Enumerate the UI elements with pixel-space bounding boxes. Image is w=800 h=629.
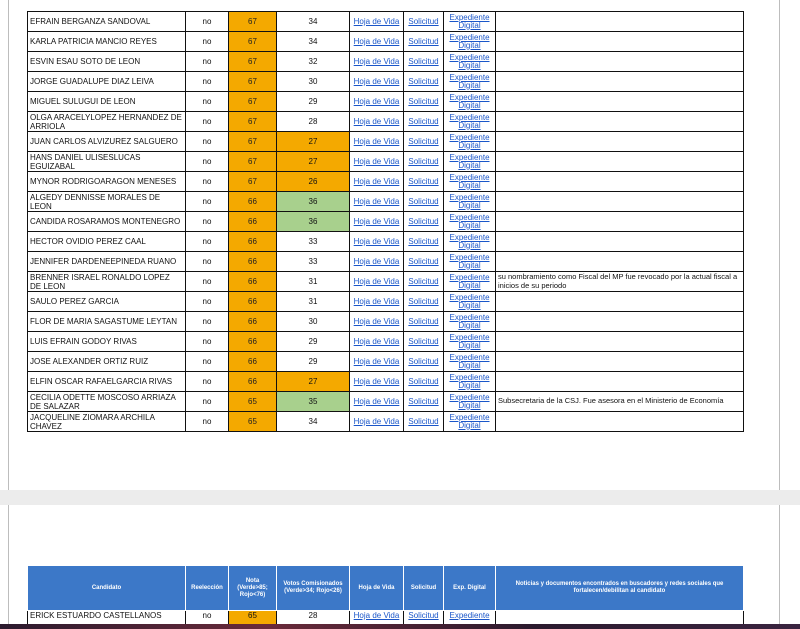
news-cell — [496, 372, 744, 392]
votes-cell: 29 — [277, 332, 350, 352]
cv-link-cell[interactable] — [350, 72, 404, 92]
grade-cell: 66 — [229, 312, 277, 332]
votes-cell: 29 — [277, 352, 350, 372]
cv-link[interactable]: Hoja de Vida — [353, 337, 400, 346]
cv-link[interactable]: Hoja de Vida — [353, 397, 400, 406]
file-link-cell[interactable] — [444, 192, 496, 212]
cv-link-cell[interactable] — [350, 192, 404, 212]
file-link-cell[interactable] — [444, 272, 496, 292]
votes-cell: 26 — [277, 172, 350, 192]
grade-cell: 66 — [229, 212, 277, 232]
table-row — [28, 292, 744, 312]
votes-cell: 28 — [277, 611, 350, 626]
file-link[interactable]: Expediente Digital — [449, 92, 490, 110]
request-link[interactable]: Solicitud — [408, 77, 439, 86]
reelection-cell: no — [186, 132, 229, 152]
news-cell — [496, 292, 744, 312]
reelection-cell: no — [186, 72, 229, 92]
reelection-cell: no — [186, 172, 229, 192]
request-link[interactable]: Solicitud — [408, 611, 439, 620]
votes-cell: 27 — [277, 372, 350, 392]
cv-link[interactable]: Hoja de Vida — [353, 357, 400, 366]
cv-link[interactable]: Hoja de Vida — [353, 217, 400, 226]
request-link[interactable]: Solicitud — [408, 197, 439, 206]
candidate-name: ESVIN ESAU SOTO DE LEON — [28, 52, 186, 72]
page-border-right — [779, 505, 780, 629]
cv-link[interactable]: Hoja de Vida — [353, 117, 400, 126]
request-link[interactable]: Solicitud — [408, 257, 439, 266]
candidate-name: OLGA ARACELYLOPEZ HERNANDEZ DE ARRIOLA — [28, 112, 186, 132]
cv-link-cell[interactable] — [350, 392, 404, 412]
grade-cell: 67 — [229, 92, 277, 112]
cv-link[interactable]: Hoja de Vida — [353, 377, 400, 386]
grade-cell: 67 — [229, 152, 277, 172]
request-link-cell[interactable] — [404, 372, 444, 392]
cv-link-cell[interactable] — [350, 112, 404, 132]
header-reelection: Reelección — [186, 566, 229, 611]
candidate-name: HECTOR OVIDIO PEREZ CAAL — [28, 232, 186, 252]
news-cell — [496, 192, 744, 212]
grade-cell: 66 — [229, 372, 277, 392]
file-link[interactable]: Expediente Digital — [449, 392, 490, 410]
votes-cell: 32 — [277, 52, 350, 72]
votes-cell: 36 — [277, 212, 350, 232]
reelection-cell: no — [186, 332, 229, 352]
header-cv: Hoja de Vida — [350, 566, 404, 611]
header-news: Noticias y documentos encontrados en buscadores y redes sociales que fortalecen/debilitan al candidato — [496, 566, 744, 611]
table-header-row — [28, 566, 744, 611]
candidate-name: HANS DANIEL ULISESLUCAS EGUIZABAL — [28, 152, 186, 172]
request-link[interactable]: Solicitud — [408, 237, 439, 246]
request-link[interactable]: Solicitud — [408, 217, 439, 226]
cv-link[interactable]: Hoja de Vida — [353, 137, 400, 146]
candidate-name: MIGUEL SULUGUI DE LEON — [28, 92, 186, 112]
request-link-cell[interactable] — [404, 292, 444, 312]
reelection-cell: no — [186, 292, 229, 312]
grade-cell: 66 — [229, 332, 277, 352]
request-link-cell[interactable] — [404, 132, 444, 152]
cv-link-cell[interactable] — [350, 52, 404, 72]
file-link-cell[interactable] — [444, 132, 496, 152]
table-row — [28, 352, 744, 372]
file-link-cell[interactable] — [444, 92, 496, 112]
cv-link-cell[interactable] — [350, 412, 404, 432]
reelection-cell: no — [186, 12, 229, 32]
file-link[interactable]: Expediente Digital — [449, 192, 490, 210]
news-cell — [496, 252, 744, 272]
candidate-name: CANDIDA ROSARAMOS MONTENEGRO — [28, 212, 186, 232]
candidate-name: JORGE GUADALUPE DIAZ LEIVA — [28, 72, 186, 92]
grade-cell: 67 — [229, 72, 277, 92]
reelection-cell: no — [186, 412, 229, 432]
votes-cell: 36 — [277, 192, 350, 212]
candidate-name: SAULO PEREZ GARCIA — [28, 292, 186, 312]
page-border-right — [779, 0, 780, 490]
request-link-cell[interactable] — [404, 312, 444, 332]
grade-cell: 67 — [229, 112, 277, 132]
file-link-cell[interactable] — [444, 12, 496, 32]
table-row — [28, 52, 744, 72]
file-link[interactable]: Expediente Digital — [449, 332, 490, 350]
cv-link-cell[interactable] — [350, 272, 404, 292]
candidate-name: ALGEDY DENNISSE MORALES DE LEON — [28, 192, 186, 212]
grade-cell: 66 — [229, 232, 277, 252]
votes-cell: 29 — [277, 92, 350, 112]
cv-link[interactable]: Hoja de Vida — [353, 177, 400, 186]
cv-link-cell[interactable] — [350, 12, 404, 32]
header-grade: Nota (Verde>85; Rojo<76) — [229, 566, 277, 611]
news-cell — [496, 52, 744, 72]
file-link-cell[interactable] — [444, 332, 496, 352]
news-cell — [496, 312, 744, 332]
request-link[interactable]: Solicitud — [408, 97, 439, 106]
file-link[interactable]: Expediente Digital — [449, 312, 490, 330]
candidate-name: JENNIFER DARDENEEPINEDA RUANO — [28, 252, 186, 272]
news-cell: su nombramiento como Fiscal del MP fue revocado por la actual fiscal a inicios de su periodo — [496, 272, 744, 292]
reelection-cell: no — [186, 232, 229, 252]
page2-table — [27, 565, 744, 626]
file-link[interactable]: Expediente Digital — [449, 52, 490, 70]
candidate-name: CECILIA ODETTE MOSCOSO ARRIAZA DE SALAZAR — [28, 392, 186, 412]
news-cell — [496, 212, 744, 232]
cv-link-cell[interactable] — [350, 132, 404, 152]
votes-cell: 27 — [277, 132, 350, 152]
reelection-cell: no — [186, 611, 229, 626]
votes-cell: 34 — [277, 12, 350, 32]
request-link[interactable]: Solicitud — [408, 177, 439, 186]
grade-cell: 66 — [229, 352, 277, 372]
file-link[interactable]: Expediente Digital — [449, 132, 490, 150]
table-row — [28, 132, 744, 152]
grade-cell: 67 — [229, 172, 277, 192]
file-link[interactable]: Expediente Digital — [449, 152, 490, 170]
table-row — [28, 232, 744, 252]
reelection-cell: no — [186, 212, 229, 232]
request-link[interactable]: Solicitud — [408, 337, 439, 346]
votes-cell: 35 — [277, 392, 350, 412]
header-file: Exp. Digital — [444, 566, 496, 611]
request-link[interactable]: Solicitud — [408, 397, 439, 406]
header-votes: Votos Comisionados (Verde>34; Rojo<26) — [277, 566, 350, 611]
file-link[interactable]: Expediente Digital — [449, 112, 490, 130]
cv-link-cell[interactable] — [350, 372, 404, 392]
table-row — [28, 332, 744, 352]
file-link[interactable]: Expediente Digital — [449, 412, 490, 430]
votes-cell: 31 — [277, 272, 350, 292]
news-cell — [496, 32, 744, 52]
grade-cell: 65 — [229, 392, 277, 412]
file-link[interactable]: Expediente Digital — [449, 212, 490, 230]
cv-link-cell[interactable] — [350, 312, 404, 332]
table-row — [28, 252, 744, 272]
request-link-cell[interactable] — [404, 412, 444, 432]
reelection-cell: no — [186, 152, 229, 172]
file-link-cell[interactable] — [444, 52, 496, 72]
candidate-name: JOSE ALEXANDER ORTIZ RUIZ — [28, 352, 186, 372]
table-row — [28, 172, 744, 192]
request-link-cell[interactable] — [404, 172, 444, 192]
grade-cell: 65 — [229, 611, 277, 626]
votes-cell: 34 — [277, 412, 350, 432]
news-cell — [496, 112, 744, 132]
file-link[interactable]: Expediente Digital — [449, 372, 490, 390]
request-link-cell[interactable] — [404, 32, 444, 52]
table-row — [28, 112, 744, 132]
request-link[interactable]: Solicitud — [408, 137, 439, 146]
request-link-cell[interactable] — [404, 392, 444, 412]
request-link[interactable]: Solicitud — [408, 277, 439, 286]
file-link-cell[interactable] — [444, 172, 496, 192]
file-link-cell[interactable] — [444, 152, 496, 172]
cv-link[interactable]: Hoja de Vida — [353, 277, 400, 286]
window-bottom-edge — [0, 624, 800, 629]
cv-link[interactable]: Hoja de Vida — [353, 57, 400, 66]
votes-cell: 27 — [277, 152, 350, 172]
cv-link-cell[interactable] — [350, 352, 404, 372]
table-row — [28, 372, 744, 392]
cv-link[interactable]: Hoja de Vida — [353, 317, 400, 326]
cv-link-cell[interactable] — [350, 212, 404, 232]
request-link-cell[interactable] — [404, 352, 444, 372]
table-row — [28, 12, 744, 32]
request-link[interactable]: Solicitud — [408, 317, 439, 326]
reelection-cell: no — [186, 32, 229, 52]
candidates-table-body — [28, 12, 744, 432]
file-link-cell[interactable] — [444, 252, 496, 272]
candidate-name: KARLA PATRICIA MANCIO REYES — [28, 32, 186, 52]
table-row — [28, 212, 744, 232]
votes-cell: 33 — [277, 252, 350, 272]
table-row — [28, 152, 744, 172]
candidate-name: BRENNER ISRAEL RONALDO LOPEZ DE LEON — [28, 272, 186, 292]
header-request: Solicitud — [404, 566, 444, 611]
cv-link[interactable]: Hoja de Vida — [353, 157, 400, 166]
news-cell — [496, 72, 744, 92]
file-link[interactable]: Expediente Digital — [449, 292, 490, 310]
file-link[interactable]: Expediente Digital — [449, 232, 490, 250]
file-link[interactable]: Expediente Digital — [449, 72, 490, 90]
news-cell — [496, 172, 744, 192]
request-link[interactable]: Solicitud — [408, 157, 439, 166]
news-cell — [496, 12, 744, 32]
news-cell — [496, 352, 744, 372]
table-row — [28, 192, 744, 212]
cv-link[interactable]: Hoja de Vida — [353, 257, 400, 266]
cv-link[interactable]: Hoja de Vida — [353, 611, 400, 620]
grade-cell: 66 — [229, 252, 277, 272]
cv-link-cell[interactable] — [350, 152, 404, 172]
request-link[interactable]: Solicitud — [408, 117, 439, 126]
table-row — [28, 412, 744, 432]
request-link-cell[interactable] — [404, 52, 444, 72]
table-row — [28, 32, 744, 52]
candidate-name: JACQUELINE ZIOMARA ARCHILA CHAVEZ — [28, 412, 186, 432]
file-link[interactable]: Expediente Digital — [449, 12, 490, 30]
request-link-cell[interactable] — [404, 232, 444, 252]
news-cell — [496, 132, 744, 152]
cv-link-cell[interactable] — [350, 332, 404, 352]
votes-cell: 34 — [277, 32, 350, 52]
candidate-name: JUAN CARLOS ALVIZUREZ SALGUERO — [28, 132, 186, 152]
votes-cell: 31 — [277, 292, 350, 312]
request-link[interactable]: Solicitud — [408, 417, 439, 426]
file-link-cell[interactable] — [444, 312, 496, 332]
cv-link[interactable]: Hoja de Vida — [353, 237, 400, 246]
table-row — [28, 272, 744, 292]
cv-link-cell[interactable] — [350, 292, 404, 312]
cv-link-cell[interactable] — [350, 252, 404, 272]
grade-cell: 67 — [229, 52, 277, 72]
candidate-name: ERICK ESTUARDO CASTELLANOS — [28, 611, 186, 626]
cv-link[interactable]: Hoja de Vida — [353, 17, 400, 26]
table-row — [28, 72, 744, 92]
votes-cell: 30 — [277, 312, 350, 332]
cv-link-cell[interactable] — [350, 32, 404, 52]
grade-cell: 67 — [229, 32, 277, 52]
news-cell — [496, 232, 744, 252]
file-link[interactable]: Expediente Digital — [449, 32, 490, 50]
reelection-cell: no — [186, 52, 229, 72]
votes-cell: 28 — [277, 112, 350, 132]
reelection-cell: no — [186, 372, 229, 392]
request-link-cell[interactable] — [404, 192, 444, 212]
page-border-left — [8, 505, 9, 629]
file-link-cell[interactable] — [444, 232, 496, 252]
candidate-name: ELFIN OSCAR RAFAELGARCIA RIVAS — [28, 372, 186, 392]
reelection-cell: no — [186, 252, 229, 272]
file-link-cell[interactable] — [444, 372, 496, 392]
news-cell — [496, 332, 744, 352]
request-link-cell[interactable] — [404, 12, 444, 32]
cv-link-cell[interactable] — [350, 92, 404, 112]
cv-link[interactable]: Hoja de Vida — [353, 37, 400, 46]
request-link-cell[interactable] — [404, 332, 444, 352]
cv-link[interactable]: Hoja de Vida — [353, 97, 400, 106]
file-link-cell[interactable] — [444, 32, 496, 52]
candidate-name: FLOR DE MARIA SAGASTUME LEYTAN — [28, 312, 186, 332]
request-link-cell[interactable] — [404, 272, 444, 292]
cv-link[interactable]: Hoja de Vida — [353, 197, 400, 206]
request-link[interactable]: Solicitud — [408, 17, 439, 26]
request-link-cell[interactable] — [404, 92, 444, 112]
news-cell — [496, 92, 744, 112]
news-cell — [496, 412, 744, 432]
file-link[interactable]: Expediente Digital — [449, 272, 490, 290]
news-cell — [496, 152, 744, 172]
file-link[interactable]: Expediente — [449, 611, 490, 620]
file-link-cell[interactable] — [444, 352, 496, 372]
file-link-cell[interactable] — [444, 112, 496, 132]
request-link-cell[interactable] — [404, 152, 444, 172]
file-link-cell[interactable] — [444, 212, 496, 232]
grade-cell: 66 — [229, 292, 277, 312]
file-link-cell[interactable] — [444, 292, 496, 312]
candidate-name: MYNOR RODRIGOARAGON MENESES — [28, 172, 186, 192]
grade-cell: 67 — [229, 12, 277, 32]
file-link-cell[interactable] — [444, 392, 496, 412]
request-link[interactable]: Solicitud — [408, 357, 439, 366]
votes-cell: 30 — [277, 72, 350, 92]
file-link-cell[interactable] — [444, 72, 496, 92]
grade-cell: 66 — [229, 272, 277, 292]
grade-cell: 65 — [229, 412, 277, 432]
file-link-cell[interactable] — [444, 412, 496, 432]
table-row — [28, 312, 744, 332]
file-link[interactable]: Expediente Digital — [449, 252, 490, 270]
reelection-cell: no — [186, 312, 229, 332]
cv-link[interactable]: Hoja de Vida — [353, 297, 400, 306]
cv-link[interactable]: Hoja de Vida — [353, 417, 400, 426]
cv-link-cell[interactable] — [350, 172, 404, 192]
request-link-cell[interactable] — [404, 112, 444, 132]
reelection-cell: no — [186, 352, 229, 372]
file-link[interactable]: Expediente Digital — [449, 352, 490, 370]
news-cell: Subsecretaria de la CSJ. Fue asesora en el Ministerio de Economía — [496, 392, 744, 412]
file-link[interactable]: Expediente Digital — [449, 172, 490, 190]
reelection-cell: no — [186, 112, 229, 132]
grade-cell: 67 — [229, 132, 277, 152]
candidate-name: EFRAIN BERGANZA SANDOVAL — [28, 12, 186, 32]
cv-link-cell[interactable] — [350, 232, 404, 252]
request-link[interactable]: Solicitud — [408, 297, 439, 306]
request-link[interactable]: Solicitud — [408, 377, 439, 386]
candidate-name: LUIS EFRAIN GODOY RIVAS — [28, 332, 186, 352]
request-link-cell[interactable] — [404, 212, 444, 232]
votes-cell: 33 — [277, 232, 350, 252]
cv-link[interactable]: Hoja de Vida — [353, 77, 400, 86]
table-row — [28, 392, 744, 412]
request-link[interactable]: Solicitud — [408, 57, 439, 66]
reelection-cell: no — [186, 272, 229, 292]
table-row — [28, 92, 744, 112]
page-border-left — [8, 0, 9, 490]
reelection-cell: no — [186, 192, 229, 212]
request-link[interactable]: Solicitud — [408, 37, 439, 46]
candidates-table — [27, 11, 744, 432]
grade-cell: 66 — [229, 192, 277, 212]
request-link-cell[interactable] — [404, 72, 444, 92]
header-candidate: Candidato — [28, 566, 186, 611]
reelection-cell: no — [186, 392, 229, 412]
request-link-cell[interactable] — [404, 252, 444, 272]
reelection-cell: no — [186, 92, 229, 112]
